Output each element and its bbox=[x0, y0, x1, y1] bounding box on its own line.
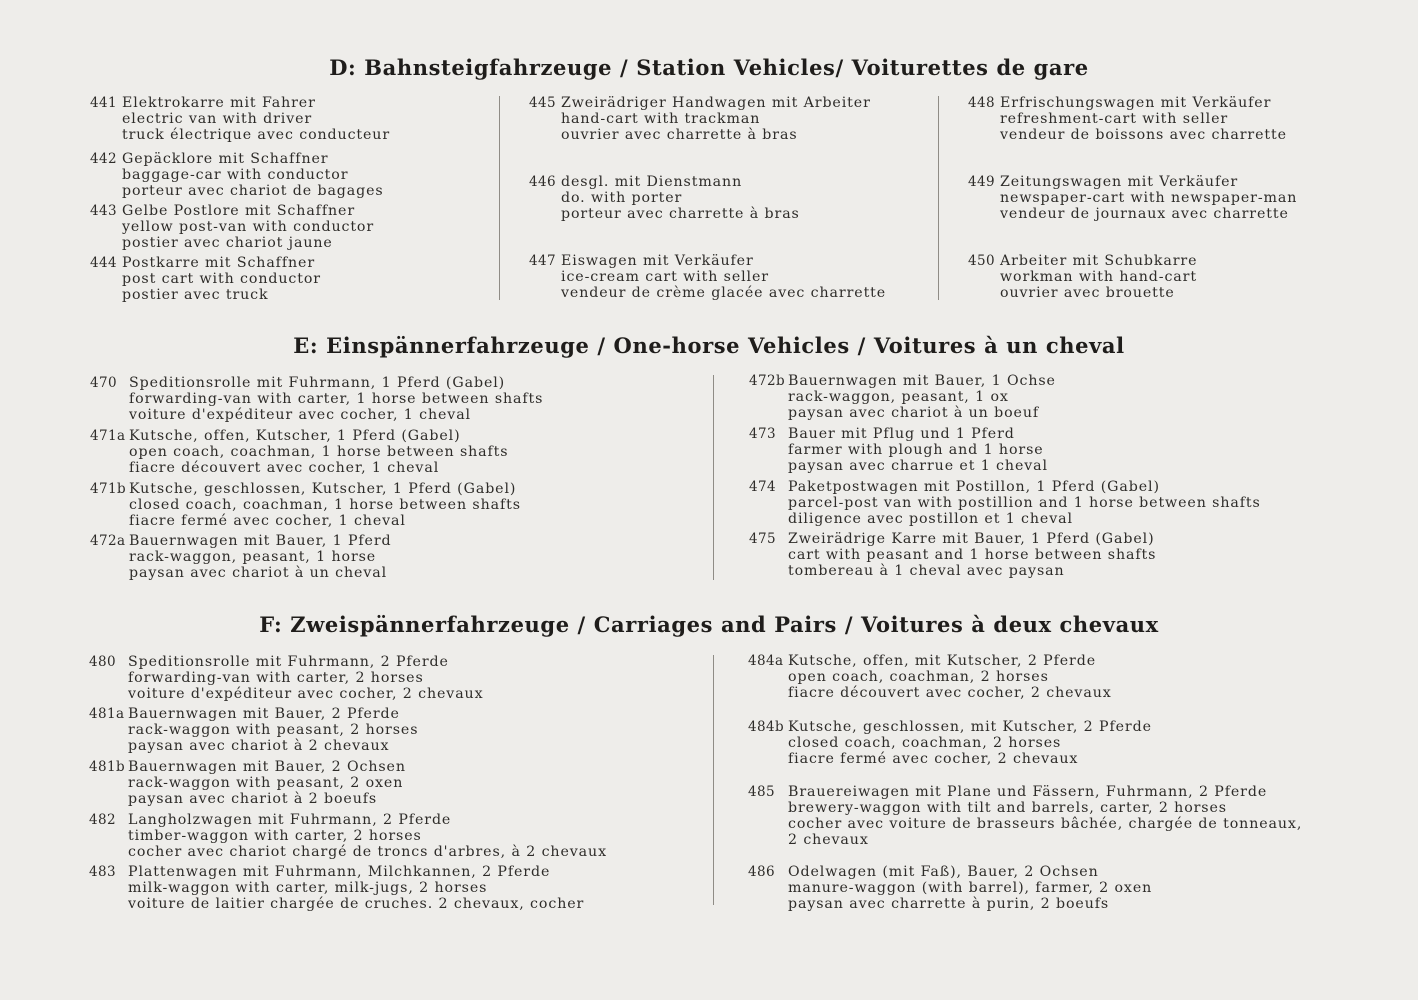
description-french: fiacre découvert avec cocher, 2 chevaux bbox=[788, 685, 1112, 701]
description-english: yellow post-van with conductor bbox=[122, 219, 375, 235]
entry-descriptions bbox=[122, 151, 384, 199]
entry-descriptions bbox=[128, 864, 584, 912]
section-f-heading: F: Zweispännerfahrzeuge / Carriages and Pairs / Voitures à deux chevaux bbox=[259, 612, 1159, 637]
catalog-number: 470 bbox=[90, 375, 117, 391]
entry-descriptions bbox=[122, 203, 374, 251]
description-german: Odelwagen (mit Faß), Bauer, 2 Ochsen bbox=[788, 864, 1099, 880]
section-f-divider bbox=[713, 655, 714, 905]
catalog-number: 471a bbox=[90, 428, 126, 444]
entry-descriptions bbox=[122, 255, 321, 303]
description-german: Kutsche, offen, mit Kutscher, 2 Pferde bbox=[788, 653, 1097, 669]
description-french: ouvrier avec brouette bbox=[1000, 285, 1175, 301]
catalog-number: 485 bbox=[748, 784, 775, 800]
catalog-number: 444 bbox=[90, 255, 117, 271]
description-german: Speditionsrolle mit Fuhrmann, 2 Pferde bbox=[128, 654, 449, 670]
description-german: Kutsche, geschlossen, mit Kutscher, 2 Pferde bbox=[788, 719, 1152, 735]
description-english: closed coach, coachman, 2 horses bbox=[788, 735, 1062, 751]
description-english: forwarding-van with carter, 2 horses bbox=[128, 670, 424, 686]
entry-descriptions bbox=[561, 253, 886, 301]
description-german: Elektrokarre mit Fahrer bbox=[122, 95, 316, 111]
entry-descriptions bbox=[561, 95, 871, 143]
catalog-number: 484a bbox=[748, 653, 784, 669]
entry-descriptions bbox=[561, 174, 800, 222]
description-german: Gepäcklore mit Schaffner bbox=[122, 151, 329, 167]
description-english: closed coach, coachman, 1 horse between shafts bbox=[129, 497, 521, 513]
entry-descriptions bbox=[1000, 95, 1287, 143]
description-french: paysan avec chariot à un boeuf bbox=[788, 405, 1040, 421]
description-english: rack-waggon with peasant, 2 horses bbox=[128, 722, 419, 738]
description-english: baggage-car with conductor bbox=[122, 167, 349, 183]
section-e-divider bbox=[713, 375, 714, 580]
entry-descriptions bbox=[129, 533, 392, 581]
description-english: brewery-waggon with tilt and barrels, carter, 2 horses bbox=[788, 800, 1227, 816]
description-english: milk-waggon with carter, milk-jugs, 2 horses bbox=[128, 880, 488, 896]
description-french: postier avec truck bbox=[122, 287, 269, 303]
catalog-number: 450 bbox=[968, 253, 995, 269]
catalog-number: 473 bbox=[749, 426, 776, 442]
description-german: Arbeiter mit Schubkarre bbox=[1000, 253, 1198, 269]
catalog-number: 481b bbox=[89, 759, 126, 775]
description-german: Postkarre mit Schaffner bbox=[122, 255, 315, 271]
catalog-number: 446 bbox=[529, 174, 556, 190]
description-french: vendeur de boissons avec charrette bbox=[1000, 127, 1287, 143]
description-german: Erfrischungswagen mit Verkäufer bbox=[1000, 95, 1272, 111]
description-english: post cart with conductor bbox=[122, 271, 321, 287]
description-french: porteur avec charrette à bras bbox=[561, 206, 800, 222]
description-german: Eiswagen mit Verkäufer bbox=[561, 253, 754, 269]
catalog-number: 484b bbox=[748, 719, 785, 735]
description-german: Gelbe Postlore mit Schaffner bbox=[122, 203, 355, 219]
description-german: Bauernwagen mit Bauer, 2 Pferde bbox=[128, 706, 400, 722]
catalog-number: 483 bbox=[89, 864, 116, 880]
description-english: open coach, coachman, 1 horse between shafts bbox=[129, 444, 509, 460]
catalog-number: 448 bbox=[968, 95, 995, 111]
catalog-number: 447 bbox=[529, 253, 556, 269]
catalog-number: 442 bbox=[90, 151, 117, 167]
description-french: paysan avec charrette à purin, 2 boeufs bbox=[788, 896, 1110, 912]
description-french: voiture d'expéditeur avec cocher, 1 cheval bbox=[129, 407, 471, 423]
description-english: parcel-post van with postillion and 1 horse between shafts bbox=[788, 495, 1261, 511]
catalog-number: 449 bbox=[968, 174, 995, 190]
entry-descriptions bbox=[788, 531, 1156, 579]
catalog-number: 486 bbox=[748, 864, 775, 880]
description-english: farmer with plough and 1 horse bbox=[788, 442, 1044, 458]
description-english: open coach, coachman, 2 horses bbox=[788, 669, 1049, 685]
section-e-heading: E: Einspännerfahrzeuge / One-horse Vehicles / Voitures à un cheval bbox=[293, 333, 1125, 358]
description-german: Kutsche, offen, Kutscher, 1 Pferd (Gabel) bbox=[129, 428, 461, 444]
entry-descriptions bbox=[788, 653, 1112, 701]
description-german: Kutsche, geschlossen, Kutscher, 1 Pferd (Gabel) bbox=[129, 481, 517, 497]
description-english: rack-waggon with peasant, 2 oxen bbox=[128, 775, 404, 791]
description-french: diligence avec postillon et 1 cheval bbox=[788, 511, 1073, 527]
description-english: timber-waggon with carter, 2 horses bbox=[128, 828, 422, 844]
description-french: fiacre fermé avec cocher, 2 chevaux bbox=[788, 751, 1079, 767]
entry-descriptions bbox=[788, 784, 1302, 848]
section-d-divider-1 bbox=[499, 96, 500, 300]
description-french: porteur avec chariot de bagages bbox=[122, 183, 384, 199]
description-german: Speditionsrolle mit Fuhrmann, 1 Pferd (Gabel) bbox=[129, 375, 506, 391]
entry-descriptions bbox=[122, 95, 390, 143]
catalog-number: 471b bbox=[90, 481, 127, 497]
description-english: forwarding-van with carter, 1 horse between shafts bbox=[129, 391, 544, 407]
catalog-number: 472b bbox=[749, 373, 786, 389]
entry-descriptions bbox=[788, 479, 1261, 527]
description-english: manure-waggon (with barrel), farmer, 2 oxen bbox=[788, 880, 1153, 896]
catalog-number: 482 bbox=[89, 812, 116, 828]
entry-descriptions bbox=[788, 719, 1152, 767]
entry-descriptions bbox=[1000, 174, 1297, 222]
catalog-number: 481a bbox=[89, 706, 125, 722]
description-german: Brauereiwagen mit Plane und Fässern, Fuhrmann, 2 Pferde bbox=[788, 784, 1268, 800]
description-german: Zweirädriger Handwagen mit Arbeiter bbox=[561, 95, 871, 111]
description-german: Bauernwagen mit Bauer, 2 Ochsen bbox=[128, 759, 406, 775]
description-french: postier avec chariot jaune bbox=[122, 235, 333, 251]
section-d-divider-2 bbox=[938, 96, 939, 300]
description-english: refreshment-cart with seller bbox=[1000, 111, 1229, 127]
description-french: paysan avec chariot à 2 boeufs bbox=[128, 791, 378, 807]
description-german: Bauernwagen mit Bauer, 1 Pferd bbox=[129, 533, 392, 549]
description-german: Bauer mit Pflug und 1 Pferd bbox=[788, 426, 1015, 442]
description-german: Bauernwagen mit Bauer, 1 Ochse bbox=[788, 373, 1056, 389]
entry-descriptions bbox=[128, 706, 418, 754]
entry-descriptions bbox=[128, 812, 607, 860]
entry-descriptions bbox=[129, 375, 543, 423]
description-german: desgl. mit Dienstmann bbox=[561, 174, 743, 190]
description-german: Zeitungswagen mit Verkäufer bbox=[1000, 174, 1239, 190]
description-english: hand-cart with trackman bbox=[561, 111, 761, 127]
description-french: vendeur de journaux avec charrette bbox=[1000, 206, 1289, 222]
description-english: ice-cream cart with seller bbox=[561, 269, 769, 285]
entry-descriptions bbox=[128, 759, 406, 807]
description-french: fiacre fermé avec cocher, 1 cheval bbox=[129, 513, 406, 529]
description-french: 2 chevaux bbox=[788, 832, 869, 848]
description-french: tombereau à 1 cheval avec paysan bbox=[788, 563, 1065, 579]
catalog-number: 445 bbox=[529, 95, 556, 111]
catalog-number: 475 bbox=[749, 531, 776, 547]
description-french: cocher avec voiture de brasseurs bâchée, chargée de tonneaux, bbox=[788, 816, 1303, 832]
description-french: cocher avec chariot chargé de troncs d'arbres, à 2 chevaux bbox=[128, 844, 607, 860]
description-french: fiacre découvert avec cocher, 1 cheval bbox=[129, 460, 440, 476]
description-german: Plattenwagen mit Fuhrmann, Milchkannen, 2 Pferde bbox=[128, 864, 551, 880]
entry-descriptions bbox=[128, 654, 484, 702]
entry-descriptions bbox=[788, 864, 1152, 912]
description-french: truck électrique avec conducteur bbox=[122, 127, 391, 143]
entry-descriptions bbox=[788, 426, 1048, 474]
description-french: voiture d'expéditeur avec cocher, 2 chevaux bbox=[128, 686, 484, 702]
description-english: rack-waggon, peasant, 1 horse bbox=[129, 549, 377, 565]
description-french: paysan avec chariot à 2 chevaux bbox=[128, 738, 390, 754]
description-english: electric van with driver bbox=[122, 111, 313, 127]
description-english: workman with hand-cart bbox=[1000, 269, 1197, 285]
catalog-number: 441 bbox=[90, 95, 117, 111]
catalog-number: 443 bbox=[90, 203, 117, 219]
catalog-number: 472a bbox=[90, 533, 126, 549]
description-german: Langholzwagen mit Fuhrmann, 2 Pferde bbox=[128, 812, 452, 828]
entry-descriptions bbox=[1000, 253, 1197, 301]
description-english: rack-waggon, peasant, 1 ox bbox=[788, 389, 1009, 405]
description-english: cart with peasant and 1 horse between shafts bbox=[788, 547, 1157, 563]
description-french: voiture de laitier chargée de cruches. 2 chevaux, cocher bbox=[128, 896, 585, 912]
description-english: newspaper-cart with newspaper-man bbox=[1000, 190, 1298, 206]
description-french: vendeur de crème glacée avec charrette bbox=[561, 285, 887, 301]
catalog-number: 474 bbox=[749, 479, 776, 495]
section-d-heading: D: Bahnsteigfahrzeuge / Station Vehicles/ Voiturettes de gare bbox=[329, 55, 1089, 80]
entry-descriptions bbox=[129, 481, 521, 529]
description-german: Paketpostwagen mit Postillon, 1 Pferd (Gabel) bbox=[788, 479, 1160, 495]
description-german: Zweirädrige Karre mit Bauer, 1 Pferd (Gabel) bbox=[788, 531, 1155, 547]
description-french: paysan avec chariot à un cheval bbox=[129, 565, 388, 581]
catalog-number: 480 bbox=[89, 654, 116, 670]
description-french: ouvrier avec charrette à bras bbox=[561, 127, 798, 143]
entry-descriptions bbox=[129, 428, 508, 476]
description-english: do. with porter bbox=[561, 190, 683, 206]
description-french: paysan avec charrue et 1 cheval bbox=[788, 458, 1048, 474]
entry-descriptions bbox=[788, 373, 1056, 421]
